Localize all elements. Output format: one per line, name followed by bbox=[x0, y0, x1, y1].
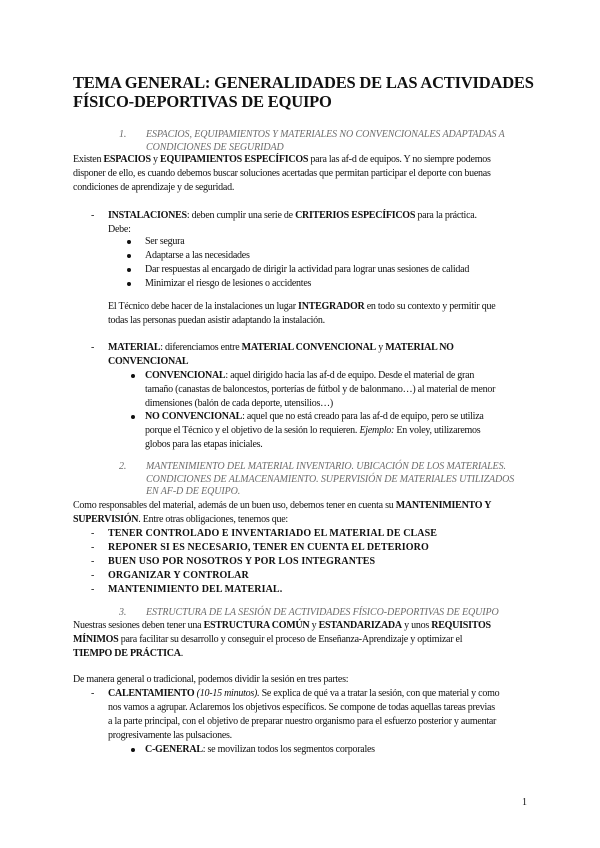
convencional-item bbox=[145, 369, 545, 411]
dash-bullet: - bbox=[91, 210, 95, 221]
dash-bullet: - bbox=[91, 542, 95, 553]
text: dimensiones (balón de cada deporte, utensilios…) bbox=[145, 398, 333, 409]
bold-criterios: CRITERIOS ESPECÍFICOS bbox=[295, 210, 416, 221]
section-2-heading bbox=[119, 461, 546, 499]
text: El Técnico debe hacer de la instalaciones un lugar bbox=[108, 301, 299, 312]
bold-equipamientos: EQUIPAMIENTOS ESPECÍFICOS bbox=[160, 154, 309, 165]
text: a la parte principal, con el objetivo de preparar nuestro organismo para el esfuerzo posterior y aumentar bbox=[108, 716, 497, 727]
dash-bullet: - bbox=[91, 342, 95, 353]
bold-integrador: INTEGRADOR bbox=[298, 301, 365, 312]
list-item: Minimizar el riesgo de lesiones o accidentes bbox=[145, 278, 312, 289]
bold-convencional: CONVENCIONAL bbox=[108, 356, 189, 367]
bold-mantenimiento: MANTENIMIENTO Y bbox=[395, 500, 492, 511]
text: para facilitar su desarrollo y conseguir el proceso de Enseñanza-Aprendizaje y optimizar el bbox=[118, 634, 463, 645]
text: y bbox=[150, 154, 161, 165]
instalaciones-label: INSTALACIONES bbox=[108, 210, 187, 221]
bold-minimos: MÍNIMOS bbox=[73, 634, 119, 645]
text: en todo su contexto y permitir que bbox=[364, 301, 496, 312]
list-item: BUEN USO POR NOSOTROS Y POR LOS INTEGRANTES bbox=[108, 556, 376, 567]
bullet-dot-icon bbox=[127, 254, 131, 258]
bullet-dot-icon bbox=[127, 240, 131, 244]
dash-bullet: - bbox=[91, 556, 95, 567]
list-item: ORGANIZAR Y CONTROLAR bbox=[108, 570, 249, 581]
c-general-item bbox=[145, 743, 545, 757]
list-item: MANTENIMIENTO DEL MATERIAL. bbox=[108, 584, 283, 595]
bold-espacios: ESPACIOS bbox=[103, 154, 151, 165]
text: Como responsables del material, además de un buen uso, debemos tener en cuenta su bbox=[73, 500, 396, 511]
text: progresivamente las pulsaciones. bbox=[108, 730, 232, 741]
text: globos para las etapas iniciales. bbox=[145, 439, 263, 450]
bullet-dot-icon bbox=[131, 415, 135, 419]
text: : deben cumplir una serie de bbox=[186, 210, 296, 221]
division-paragraph: De manera general o tradicional, podemos dividir la sesión en tres partes: bbox=[73, 674, 349, 685]
calentamiento-item bbox=[108, 687, 548, 743]
integrador-paragraph bbox=[108, 300, 548, 328]
calentamiento-label: CALENTAMIENTO bbox=[108, 688, 195, 699]
text: tamaño (canastas de baloncestos, porterías de fútbol y de balonmano…) al material de menor bbox=[145, 384, 496, 395]
bold-material-no: MATERIAL NO bbox=[385, 342, 454, 353]
instalaciones-item bbox=[108, 209, 548, 237]
section-2-heading-line-3: EN AF-D DE EQUIPO. bbox=[146, 486, 241, 497]
bullet-dot-icon bbox=[131, 748, 135, 752]
section-1-heading-line-2: CONDICIONES DE SEGURIDAD bbox=[146, 141, 284, 153]
text: : aquel que no está creado para las af-d de equipo, pero se utiliza bbox=[242, 411, 484, 422]
text: . Entre otras obligaciones, tenemos que: bbox=[138, 514, 288, 525]
text: Debe: bbox=[108, 224, 131, 235]
text: para la práctica. bbox=[415, 210, 477, 221]
section-2-intro bbox=[73, 499, 548, 527]
text: Se explica de qué va a tratar la sesión, con que material y como bbox=[259, 688, 500, 699]
text: todas las personas puedan asistir adaptando la instalación. bbox=[108, 315, 325, 326]
dash-bullet: - bbox=[91, 528, 95, 539]
section-2-number: 2. bbox=[119, 461, 127, 472]
text: : se movilizan todos los segmentos corporales bbox=[202, 744, 375, 755]
section-3-heading bbox=[119, 607, 546, 620]
section-2-heading-line-1: MANTENIMIENTO DEL MATERIAL INVENTARIO. UBICACIÓN DE LOS MATERIALES. bbox=[146, 461, 506, 472]
list-item: Ser segura bbox=[145, 236, 185, 247]
text: porque el Técnico y el objetivo de la sesión lo requieren. bbox=[145, 425, 360, 436]
list-item: Dar respuestas al encargado de dirigir la actividad para lograr unas sesiones de calidad bbox=[145, 264, 470, 275]
section-1-intro bbox=[73, 153, 543, 195]
document-title bbox=[73, 73, 543, 111]
text: : aquel dirigido hacia las af-d de equipo. Desde el material de gran bbox=[225, 370, 475, 381]
bold-material-convencional: MATERIAL CONVENCIONAL bbox=[241, 342, 376, 353]
text: Nuestras sesiones deben tener una bbox=[73, 620, 204, 631]
list-item: Adaptarse a las necesidades bbox=[145, 250, 250, 261]
section-3-intro bbox=[73, 619, 548, 661]
text: y unos bbox=[401, 620, 432, 631]
text: En voley, utilizaremos bbox=[394, 425, 481, 436]
bold-supervision: SUPERVISIÓN bbox=[73, 514, 139, 525]
text: y bbox=[375, 342, 386, 353]
page-number: 1 bbox=[522, 797, 527, 808]
section-1-heading-line-1: ESPACIOS, EQUIPAMIENTOS Y MATERIALES NO CONVENCIONALES ADAPTADAS A bbox=[146, 129, 505, 140]
bold-estructura-comun: ESTRUCTURA COMÚN bbox=[203, 620, 310, 631]
text: Existen bbox=[73, 154, 104, 165]
dash-bullet: - bbox=[91, 584, 95, 595]
bold-estandarizada: ESTANDARIZADA bbox=[318, 620, 402, 631]
text: para las af-d de equipos. Y no siempre podemos bbox=[308, 154, 491, 165]
text: : diferenciamos entre bbox=[160, 342, 242, 353]
text: nos vamos a agrupar. Aclaremos los objetivos específicos. Se compone de todas aquellas tareas previas bbox=[108, 702, 495, 713]
bullet-dot-icon bbox=[127, 282, 131, 286]
bullet-dot-icon bbox=[127, 268, 131, 272]
text: disponer de ello, es cuando debemos buscar soluciones acertadas que permitan participar el deporte con buenas bbox=[73, 168, 491, 179]
text: . bbox=[180, 648, 183, 659]
section-3-heading-line-1: ESTRUCTURA DE LA SESIÓN DE ACTIVIDADES FÍSICO-DEPORTIVAS DE EQUIPO bbox=[146, 607, 499, 618]
bold-tiempo-practica: TIEMPO DE PRÁCTICA bbox=[73, 648, 181, 659]
bullet-dot-icon bbox=[131, 374, 135, 378]
list-item: TENER CONTROLADO E INVENTARIADO EL MATERIAL DE CLASE bbox=[108, 528, 438, 539]
convencional-label: CONVENCIONAL bbox=[145, 370, 226, 381]
bold-requisitos: REQUISITOS bbox=[431, 620, 491, 631]
c-general-label: C-GENERAL bbox=[145, 744, 203, 755]
dash-bullet: - bbox=[91, 570, 95, 581]
italic-ejemplo: Ejemplo: bbox=[359, 425, 395, 436]
text: y bbox=[309, 620, 319, 631]
section-2-heading-line-2: CONDICIONES DE ALMACENAMIENTO. SUPERVISIÓN DE MATERIALES UTILIZADOS bbox=[146, 473, 515, 485]
section-3-number: 3. bbox=[119, 607, 127, 618]
text: condiciones de aprendizaje y de seguridad. bbox=[73, 182, 235, 193]
section-1-number: 1. bbox=[119, 129, 127, 140]
title-line-1: TEMA GENERAL: GENERALIDADES DE LAS ACTIVIDADES bbox=[73, 73, 534, 92]
material-label: MATERIAL bbox=[108, 342, 161, 353]
material-item bbox=[108, 341, 548, 369]
dash-bullet: - bbox=[91, 688, 95, 699]
no-convencional-label: NO CONVENCIONAL bbox=[145, 411, 243, 422]
title-line-2: FÍSICO-DEPORTIVAS DE EQUIPO bbox=[73, 92, 332, 111]
list-item: REPONER SI ES NECESARIO, TENER EN CUENTA EL DETERIORO bbox=[108, 542, 429, 553]
no-convencional-item bbox=[145, 410, 545, 452]
italic-duration: (10-15 minutos). bbox=[194, 688, 260, 699]
section-1-heading bbox=[119, 129, 546, 154]
